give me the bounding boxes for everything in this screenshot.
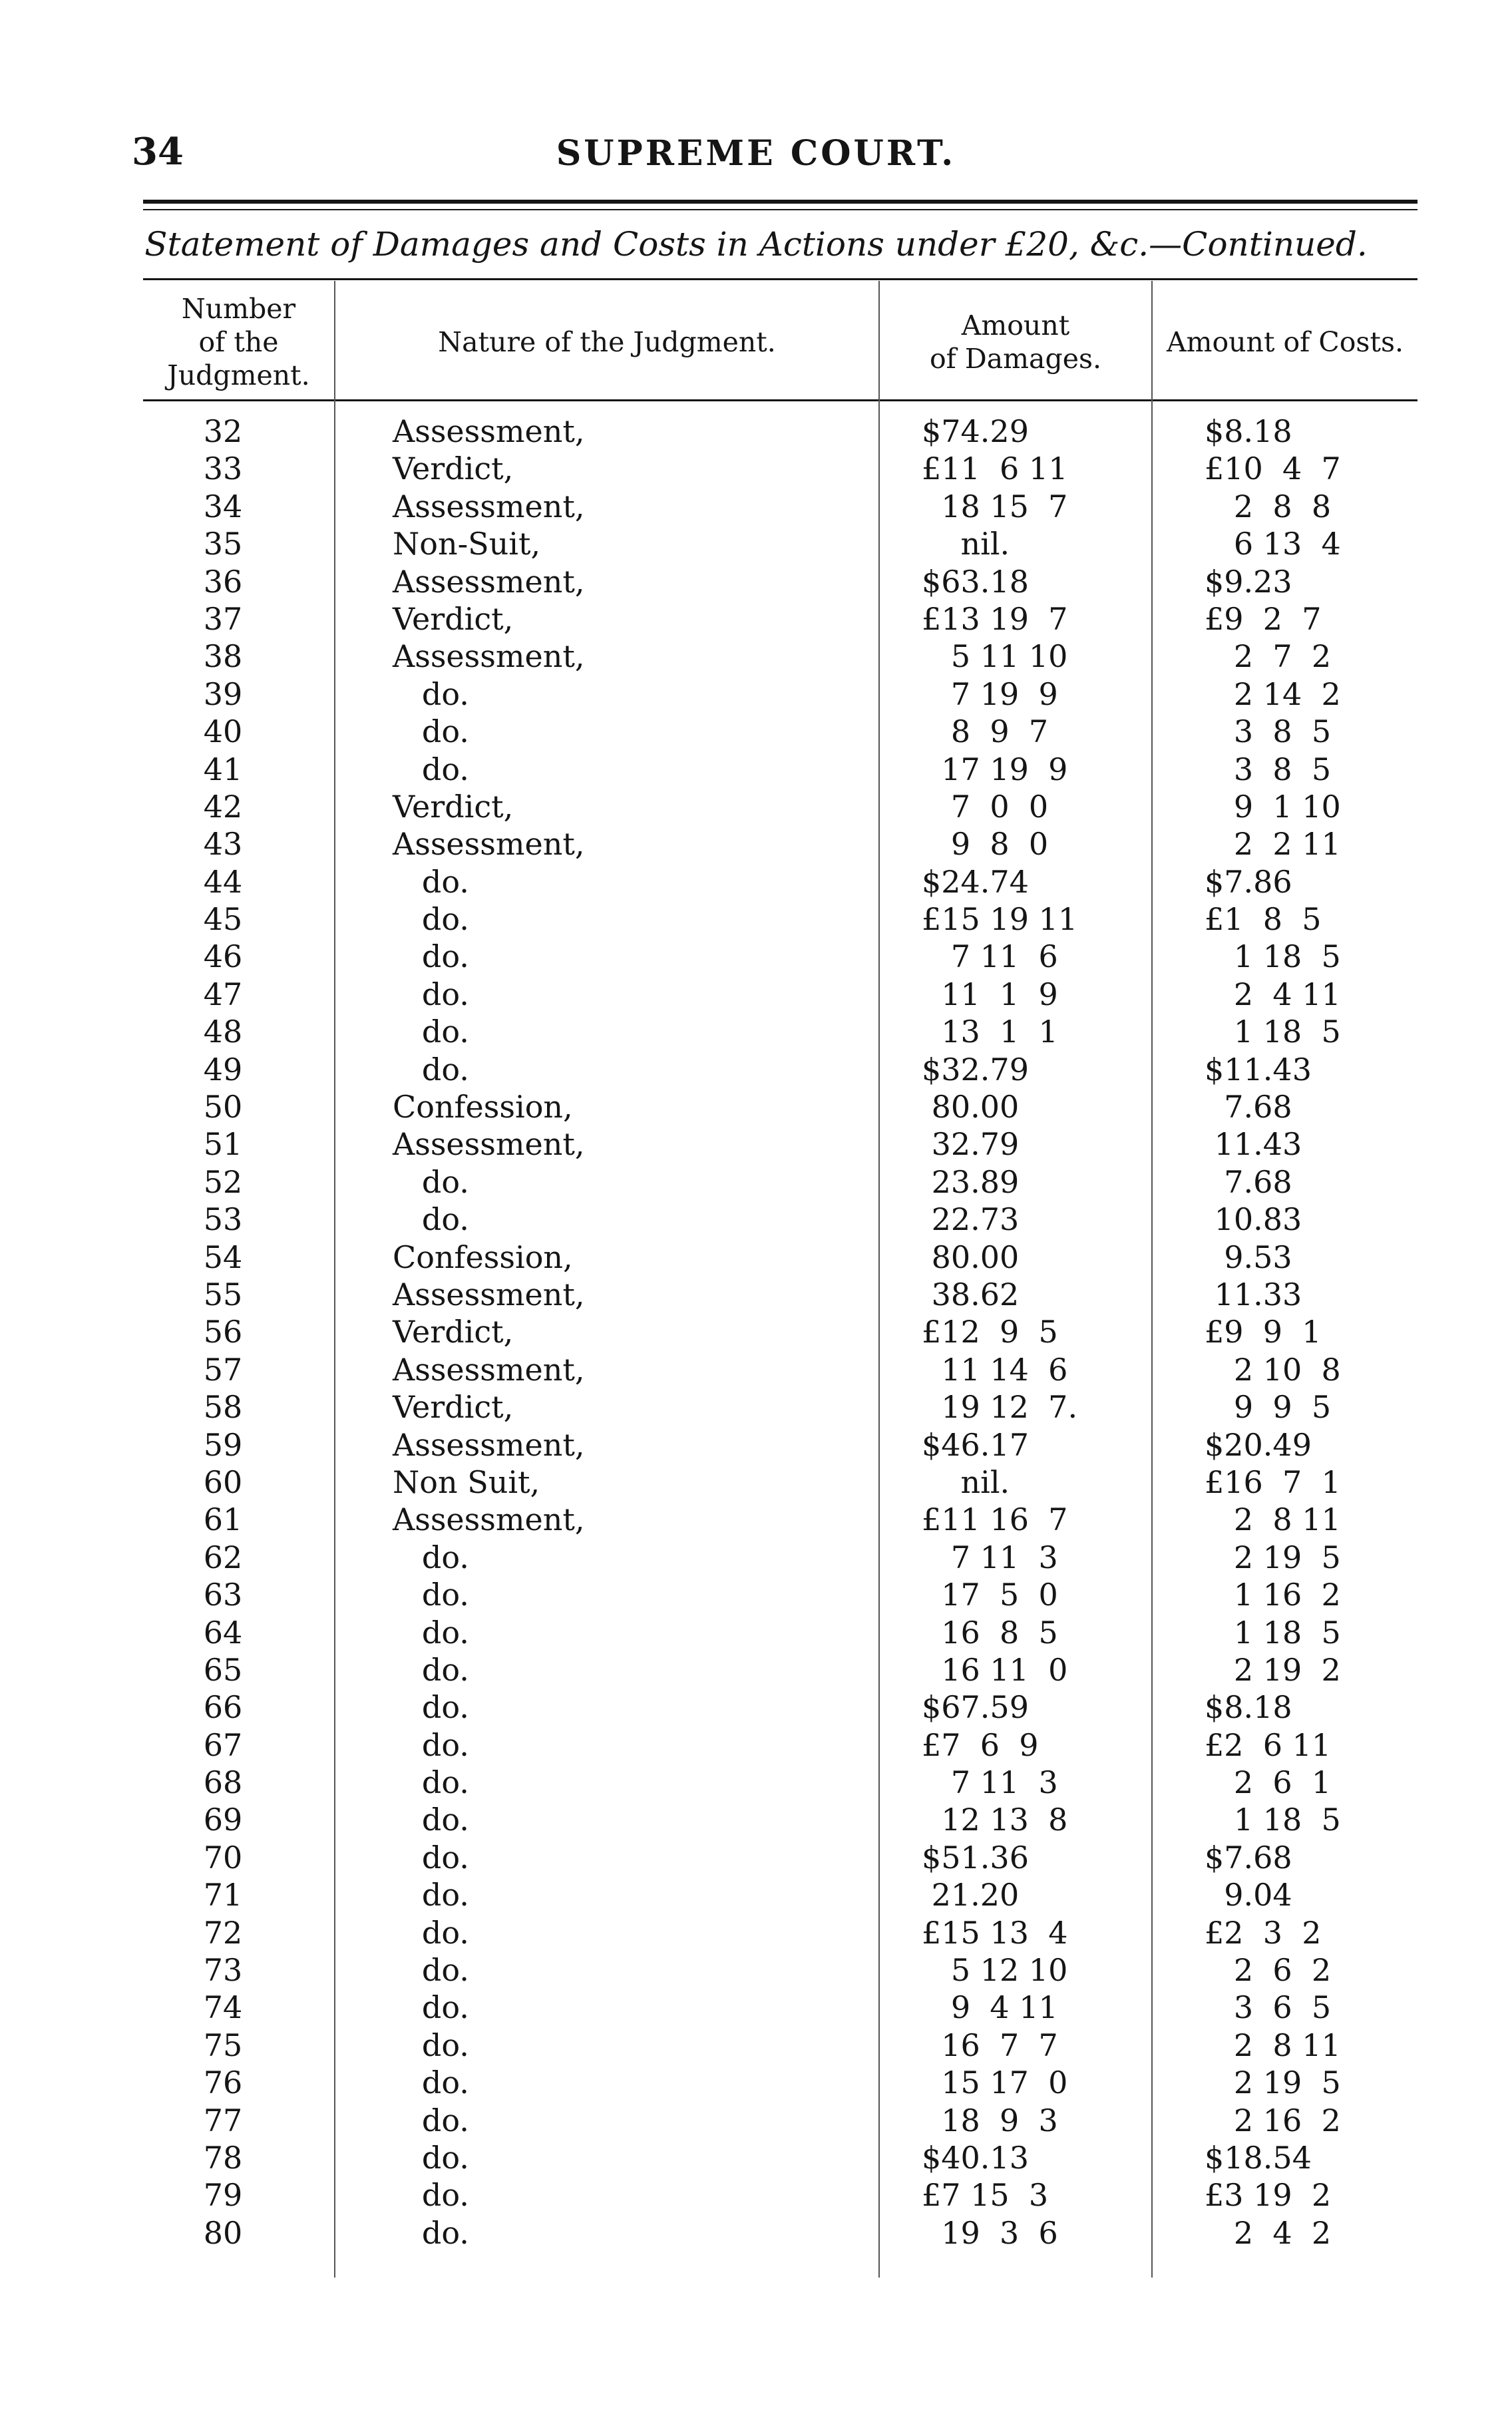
judgment-nature: do. xyxy=(393,938,469,975)
table-row xyxy=(0,2214,1512,2252)
costs-amount: 2 16 2 xyxy=(1205,2102,1341,2138)
damages-amount: 7 11 3 xyxy=(922,1764,1058,1801)
judgment-nature: do. xyxy=(393,2027,469,2063)
running-head: SUPREME COURT. xyxy=(556,133,956,174)
judgment-nature: Assessment, xyxy=(393,638,585,675)
damages-amount: $24.74 xyxy=(922,863,1029,900)
judgment-number: 38 xyxy=(203,638,243,675)
costs-amount: 3 8 5 xyxy=(1205,751,1332,787)
costs-amount: 2 6 1 xyxy=(1205,1764,1332,1801)
costs-amount: 3 6 5 xyxy=(1205,1989,1332,2026)
table-row xyxy=(0,2102,1512,2139)
page-number: 34 xyxy=(132,130,184,174)
costs-amount: 2 14 2 xyxy=(1205,676,1341,712)
damages-amount: 5 11 10 xyxy=(922,638,1068,675)
damages-amount: 9 8 0 xyxy=(922,826,1049,863)
table-row xyxy=(0,1464,1512,1501)
damages-amount: 80.00 xyxy=(922,1089,1020,1125)
damages-amount: 21.20 xyxy=(922,1877,1020,1913)
table-row xyxy=(0,1914,1512,1951)
table-row xyxy=(0,788,1512,825)
table-row xyxy=(0,2139,1512,2176)
judgment-number: 59 xyxy=(203,1426,243,1463)
judgment-nature: do. xyxy=(393,1163,469,1200)
table-row xyxy=(0,600,1512,638)
judgment-number: 60 xyxy=(203,1464,243,1500)
judgment-nature: Assessment, xyxy=(393,1276,585,1312)
judgment-nature: do. xyxy=(393,1839,469,1876)
costs-amount: 1 18 5 xyxy=(1205,938,1341,975)
judgment-number: 40 xyxy=(203,713,243,750)
costs-amount: 2 7 2 xyxy=(1205,638,1332,675)
damages-amount: £15 13 4 xyxy=(922,1914,1068,1951)
damages-amount: 11 14 6 xyxy=(922,1351,1068,1388)
judgment-number: 54 xyxy=(203,1239,243,1275)
table-body xyxy=(0,413,1512,2252)
table-row xyxy=(0,1839,1512,1876)
judgment-nature: do. xyxy=(393,1802,469,1838)
judgment-nature: do. xyxy=(393,1051,469,1088)
judgment-nature: Verdict, xyxy=(393,1314,514,1350)
judgment-nature: Verdict, xyxy=(393,1389,514,1426)
damages-amount: 11 1 9 xyxy=(922,976,1058,1012)
judgment-nature: Confession, xyxy=(393,1089,573,1125)
judgment-number: 66 xyxy=(203,1689,243,1726)
judgment-number: 41 xyxy=(203,751,243,787)
judgment-number: 61 xyxy=(203,1502,243,1538)
damages-amount: 16 7 7 xyxy=(922,2027,1058,2063)
table-row xyxy=(0,1088,1512,1125)
table-row xyxy=(0,525,1512,562)
table-row xyxy=(0,488,1512,525)
judgment-nature: do. xyxy=(393,2177,469,2214)
damages-amount: 7 19 9 xyxy=(922,676,1058,712)
table-row xyxy=(0,1051,1512,1088)
costs-amount: 7.68 xyxy=(1205,1089,1292,1125)
table-row xyxy=(0,976,1512,1013)
table-row xyxy=(0,1764,1512,1801)
judgment-nature: do. xyxy=(393,1201,469,1238)
costs-amount: £9 2 7 xyxy=(1205,600,1322,637)
header-rule-thick xyxy=(143,200,1418,204)
damages-amount: £11 6 11 xyxy=(922,451,1068,487)
table-row xyxy=(0,563,1512,600)
judgment-number: 68 xyxy=(203,1764,243,1801)
judgment-number: 52 xyxy=(203,1163,243,1200)
damages-amount: 7 11 3 xyxy=(922,1539,1058,1575)
judgment-nature: Assessment, xyxy=(393,1426,585,1463)
costs-amount: $20.49 xyxy=(1205,1426,1312,1463)
table-row xyxy=(0,1539,1512,1576)
judgment-nature: Assessment, xyxy=(393,488,585,524)
judgment-number: 62 xyxy=(203,1539,243,1575)
judgment-number: 73 xyxy=(203,1952,243,1989)
judgment-number: 34 xyxy=(203,488,243,524)
costs-amount: £3 19 2 xyxy=(1205,2177,1332,2214)
costs-amount: 6 13 4 xyxy=(1205,526,1341,562)
judgment-number: 57 xyxy=(203,1351,243,1388)
header-damages: Amount of Damages. xyxy=(929,309,1102,375)
judgment-nature: do. xyxy=(393,1539,469,1575)
costs-amount: 2 8 11 xyxy=(1205,2027,1341,2063)
judgment-nature: do. xyxy=(393,1952,469,1989)
judgment-nature: Non Suit, xyxy=(393,1464,540,1500)
damages-amount: 15 17 0 xyxy=(922,2065,1068,2101)
judgment-number: 45 xyxy=(203,901,243,938)
judgment-nature: do. xyxy=(393,2065,469,2101)
table-row xyxy=(0,713,1512,750)
table-row xyxy=(0,1125,1512,1163)
damages-amount: nil. xyxy=(922,526,1010,562)
costs-amount: $18.54 xyxy=(1205,2139,1312,2176)
costs-amount: 2 19 5 xyxy=(1205,1539,1341,1575)
costs-amount: 2 8 8 xyxy=(1205,488,1332,524)
judgment-number: 46 xyxy=(203,938,243,975)
judgment-nature: do. xyxy=(393,976,469,1012)
judgment-number: 48 xyxy=(203,1014,243,1050)
damages-amount: $51.36 xyxy=(922,1839,1029,1876)
damages-amount: £7 15 3 xyxy=(922,2177,1049,2214)
damages-amount: 23.89 xyxy=(922,1163,1020,1200)
damages-amount: 17 19 9 xyxy=(922,751,1068,787)
judgment-nature: Assessment, xyxy=(393,1351,585,1388)
judgment-number: 65 xyxy=(203,1651,243,1688)
table-row xyxy=(0,638,1512,675)
judgment-number: 36 xyxy=(203,563,243,600)
table-row xyxy=(0,863,1512,901)
judgment-number: 72 xyxy=(203,1914,243,1951)
damages-amount: 18 15 7 xyxy=(922,488,1068,524)
table-row xyxy=(0,1726,1512,1764)
table-row xyxy=(0,676,1512,713)
costs-amount: 2 8 11 xyxy=(1205,1502,1341,1538)
damages-amount: £11 16 7 xyxy=(922,1502,1068,1538)
damages-amount: 38.62 xyxy=(922,1276,1020,1312)
costs-amount: 1 18 5 xyxy=(1205,1614,1341,1651)
damages-amount: 19 3 6 xyxy=(922,2214,1058,2251)
damages-amount: 32.79 xyxy=(922,1126,1020,1163)
judgment-nature: Non-Suit, xyxy=(393,526,541,562)
header-nature: Nature of the Judgment. xyxy=(438,326,776,358)
header-rule-thin xyxy=(143,209,1418,210)
judgment-nature: do. xyxy=(393,1577,469,1613)
judgment-nature: Assessment, xyxy=(393,1126,585,1163)
judgment-number: 44 xyxy=(203,863,243,900)
costs-amount: 9.04 xyxy=(1205,1877,1292,1913)
damages-amount: $63.18 xyxy=(922,563,1029,600)
damages-amount: £13 19 7 xyxy=(922,600,1068,637)
judgment-nature: do. xyxy=(393,1689,469,1726)
damages-amount: 22.73 xyxy=(922,1201,1020,1238)
header-costs: Amount of Costs. xyxy=(1166,326,1404,358)
judgment-nature: Verdict, xyxy=(393,600,514,637)
table-row xyxy=(0,1989,1512,2026)
damages-amount: 16 11 0 xyxy=(922,1651,1068,1688)
judgment-number: 49 xyxy=(203,1051,243,1088)
table-row xyxy=(0,2027,1512,2064)
judgment-number: 37 xyxy=(203,600,243,637)
costs-amount: 11.43 xyxy=(1205,1126,1302,1163)
judgment-nature: Verdict, xyxy=(393,451,514,487)
damages-amount: 80.00 xyxy=(922,1239,1020,1275)
costs-amount: 11.33 xyxy=(1205,1276,1302,1312)
judgment-nature: Verdict, xyxy=(393,788,514,825)
table-row xyxy=(0,751,1512,788)
judgment-number: 33 xyxy=(203,451,243,487)
table-row xyxy=(0,1501,1512,1538)
judgment-nature: do. xyxy=(393,1614,469,1651)
judgment-number: 32 xyxy=(203,413,243,449)
judgment-nature: Assessment, xyxy=(393,563,585,600)
damages-amount: 16 8 5 xyxy=(922,1614,1058,1651)
judgment-nature: do. xyxy=(393,1764,469,1801)
judgment-number: 42 xyxy=(203,788,243,825)
damages-amount: 7 0 0 xyxy=(922,788,1049,825)
judgment-number: 64 xyxy=(203,1614,243,1651)
table-row xyxy=(0,1239,1512,1276)
judgment-nature: do. xyxy=(393,901,469,938)
costs-amount: 2 4 2 xyxy=(1205,2214,1332,2251)
judgment-number: 67 xyxy=(203,1726,243,1763)
table-row xyxy=(0,2064,1512,2101)
table-row xyxy=(0,1388,1512,1426)
costs-amount: 9.53 xyxy=(1205,1239,1292,1275)
costs-amount: 2 10 8 xyxy=(1205,1351,1341,1388)
table-caption: Statement of Damages and Costs in Actions under £20, &c.—Continued. xyxy=(144,225,1368,264)
table-row xyxy=(0,1013,1512,1050)
judgment-nature: Assessment, xyxy=(393,826,585,863)
table-row xyxy=(0,1951,1512,1989)
table-row xyxy=(0,1576,1512,1613)
judgment-nature: Assessment, xyxy=(393,413,585,449)
damages-amount: 17 5 0 xyxy=(922,1577,1058,1613)
judgment-nature: do. xyxy=(393,2102,469,2138)
costs-amount: 1 16 2 xyxy=(1205,1577,1341,1613)
judgment-number: 50 xyxy=(203,1089,243,1125)
judgment-number: 75 xyxy=(203,2027,243,2063)
damages-amount: 12 13 8 xyxy=(922,1802,1068,1838)
judgment-number: 58 xyxy=(203,1389,243,1426)
table-header-rule-top xyxy=(143,278,1418,280)
damages-amount: 7 11 6 xyxy=(922,938,1058,975)
damages-amount: 13 1 1 xyxy=(922,1014,1058,1050)
damages-amount: 5 12 10 xyxy=(922,1952,1068,1989)
costs-amount: 2 19 2 xyxy=(1205,1651,1341,1688)
costs-amount: 2 6 2 xyxy=(1205,1952,1332,1989)
judgment-number: 43 xyxy=(203,826,243,863)
damages-amount: £7 6 9 xyxy=(922,1726,1039,1763)
judgment-nature: do. xyxy=(393,1726,469,1763)
table-row xyxy=(0,1689,1512,1726)
judgment-number: 79 xyxy=(203,2177,243,2214)
damages-amount: £15 19 11 xyxy=(922,901,1078,938)
header-number: Number of the Judgment. xyxy=(167,293,310,391)
costs-amount: 3 8 5 xyxy=(1205,713,1332,750)
costs-amount: $7.86 xyxy=(1205,863,1292,900)
judgment-nature: do. xyxy=(393,2139,469,2176)
table-row xyxy=(0,2176,1512,2214)
table-row xyxy=(0,825,1512,863)
table-row xyxy=(0,901,1512,938)
costs-amount: £16 7 1 xyxy=(1205,1464,1341,1500)
judgment-number: 76 xyxy=(203,2065,243,2101)
damages-amount: 18 9 3 xyxy=(922,2102,1058,2138)
judgment-nature: do. xyxy=(393,1989,469,2026)
damages-amount: $67.59 xyxy=(922,1689,1029,1726)
judgment-nature: do. xyxy=(393,2214,469,2251)
table-row xyxy=(0,1651,1512,1689)
judgment-nature: do. xyxy=(393,713,469,750)
judgment-number: 80 xyxy=(203,2214,243,2251)
judgment-number: 39 xyxy=(203,676,243,712)
judgment-number: 56 xyxy=(203,1314,243,1350)
costs-amount: 2 19 5 xyxy=(1205,2065,1341,2101)
table-row xyxy=(0,413,1512,450)
judgment-number: 63 xyxy=(203,1577,243,1613)
judgment-number: 78 xyxy=(203,2139,243,2176)
judgment-nature: do. xyxy=(393,751,469,787)
costs-amount: £10 4 7 xyxy=(1205,451,1341,487)
costs-amount: £9 9 1 xyxy=(1205,1314,1322,1350)
judgment-number: 69 xyxy=(203,1802,243,1838)
judgment-number: 74 xyxy=(203,1989,243,2026)
judgment-nature: Confession, xyxy=(393,1239,573,1275)
table-row xyxy=(0,1614,1512,1651)
damages-amount: $46.17 xyxy=(922,1426,1029,1463)
costs-amount: $8.18 xyxy=(1205,413,1292,449)
damages-amount: $40.13 xyxy=(922,2139,1029,2176)
judgment-number: 35 xyxy=(203,526,243,562)
costs-amount: 9 1 10 xyxy=(1205,788,1341,825)
judgment-number: 51 xyxy=(203,1126,243,1163)
costs-amount: $7.68 xyxy=(1205,1839,1292,1876)
damages-amount: £12 9 5 xyxy=(922,1314,1058,1350)
judgment-number: 70 xyxy=(203,1839,243,1876)
costs-amount: £2 6 11 xyxy=(1205,1726,1332,1763)
damages-amount: $74.29 xyxy=(922,413,1029,449)
damages-amount: 9 4 11 xyxy=(922,1989,1058,2026)
costs-amount: $8.18 xyxy=(1205,1689,1292,1726)
judgment-number: 55 xyxy=(203,1276,243,1312)
judgment-number: 47 xyxy=(203,976,243,1012)
judgment-nature: do. xyxy=(393,1014,469,1050)
judgment-nature: do. xyxy=(393,1877,469,1913)
costs-amount: $9.23 xyxy=(1205,563,1292,600)
table-row xyxy=(0,1876,1512,1913)
judgment-number: 53 xyxy=(203,1201,243,1238)
table-row xyxy=(0,1351,1512,1388)
damages-amount: 8 9 7 xyxy=(922,713,1049,750)
table-row xyxy=(0,450,1512,487)
costs-amount: 1 18 5 xyxy=(1205,1014,1341,1050)
costs-amount: $11.43 xyxy=(1205,1051,1312,1088)
costs-amount: 2 4 11 xyxy=(1205,976,1341,1012)
costs-amount: 2 2 11 xyxy=(1205,826,1341,863)
judgment-nature: do. xyxy=(393,1914,469,1951)
table-row xyxy=(0,1276,1512,1313)
costs-amount: 9 9 5 xyxy=(1205,1389,1332,1426)
table-row xyxy=(0,1163,1512,1201)
table-row xyxy=(0,1201,1512,1238)
damages-amount: nil. xyxy=(922,1464,1010,1500)
judgment-nature: Assessment, xyxy=(393,1502,585,1538)
judgment-nature: do. xyxy=(393,863,469,900)
table-row xyxy=(0,1313,1512,1350)
table-row xyxy=(0,938,1512,975)
judgment-nature: do. xyxy=(393,676,469,712)
costs-amount: 10.83 xyxy=(1205,1201,1302,1238)
damages-amount: 19 12 7. xyxy=(922,1389,1078,1426)
judgment-number: 71 xyxy=(203,1877,243,1913)
judgment-number: 77 xyxy=(203,2102,243,2138)
costs-amount: 1 18 5 xyxy=(1205,1802,1341,1838)
costs-amount: 7.68 xyxy=(1205,1163,1292,1200)
judgment-nature: do. xyxy=(393,1651,469,1688)
damages-amount: $32.79 xyxy=(922,1051,1029,1088)
table-row xyxy=(0,1426,1512,1464)
costs-amount: £2 3 2 xyxy=(1205,1914,1322,1951)
table-row xyxy=(0,1801,1512,1838)
costs-amount: £1 8 5 xyxy=(1205,901,1322,938)
